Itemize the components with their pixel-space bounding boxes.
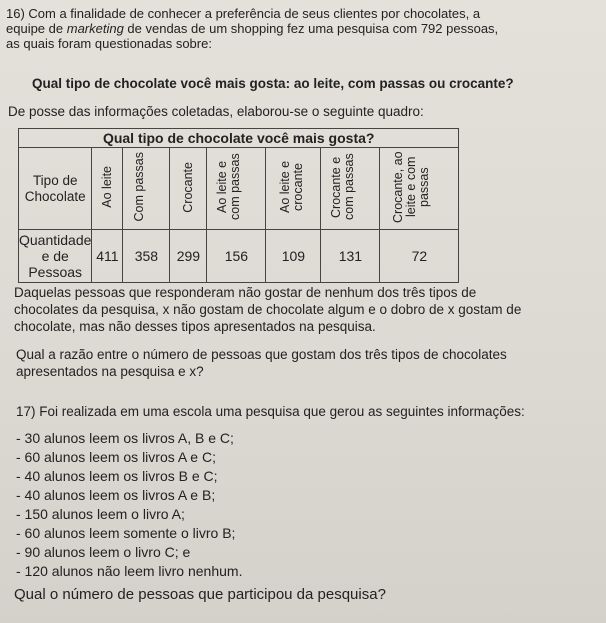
chocolate-survey-table (18, 128, 459, 283)
q16-intro-line-2 (6, 21, 596, 36)
q17-fact-2: - 60 alunos leem os livros A e C; (16, 449, 216, 465)
col-head-leite-crocante (266, 148, 321, 230)
q16-intro-line-1: 16) Com a finalidade de conhecer a preferência de seus clientes por chocolates, a (6, 6, 481, 21)
q16-after-line-2: chocolates da pesquisa, x não gostam de chocolate algum e o dobro de x gostam de (14, 302, 522, 317)
col-label: Com passas (132, 152, 147, 222)
value-cell: 109 (266, 230, 321, 283)
q16-intro-line-2-b: de vendas de um shopping fez uma pesquisa com 792 pessoas, (123, 21, 499, 36)
col-head-crocante (170, 148, 207, 230)
q16-survey-question: Qual tipo de chocolate você mais gosta: ao leite, com passas ou crocante? (32, 76, 514, 91)
col-label: Crocante e com passas (329, 153, 357, 221)
q16-intro-line-2-a: equipe de (6, 21, 67, 36)
col-head-leite-passas (207, 148, 266, 230)
col-label: Ao leite (99, 166, 114, 208)
col-label: Crocante (180, 161, 195, 213)
col-label: Ao leite e com passas (215, 153, 243, 221)
q16-table-intro: De posse das informações coletadas, elaborou-se o seguinte quadro: (8, 104, 424, 119)
q16-ratio-line-2: apresentados na pesquisa e x? (16, 364, 204, 379)
row-head-type: Tipo de Chocolate (19, 148, 92, 230)
row-head-count: Quantidade e de Pessoas (19, 230, 92, 283)
q17-fact-7: - 90 alunos leem o livro C; e (16, 544, 191, 560)
q16-after-line-3: chocolate, mas não desses tipos apresentados na pesquisa. (14, 319, 376, 334)
q16-intro-line-3: as quais foram questionadas sobre: (6, 36, 212, 51)
table-title: Qual tipo de chocolate você mais gosta? (19, 129, 459, 148)
col-head-todos (380, 148, 459, 230)
value-cell: 72 (380, 230, 459, 283)
q17-fact-8: - 120 alunos não leem livro nenhum. (16, 563, 243, 579)
q16-intro (6, 6, 596, 51)
value-cell: 411 (92, 230, 123, 283)
value-cell: 156 (207, 230, 266, 283)
q17-final-question: Qual o número de pessoas que participou da pesquisa? (14, 586, 386, 603)
q16-followup-text (14, 284, 521, 335)
q17-fact-6: - 60 alunos leem somente o livro B; (16, 525, 236, 541)
q17-fact-4: - 40 alunos leem os livros A e B; (16, 487, 216, 503)
q16-intro-marketing: marketing (66, 21, 124, 36)
q17-fact-5: - 150 alunos leem o livro A; (16, 506, 185, 522)
q16-after-line-1: Daquelas pessoas que responderam não gostar de nenhum dos três tipos de (14, 285, 477, 300)
value-cell: 358 (123, 230, 170, 283)
value-cell: 131 (321, 230, 380, 283)
col-head-com-passas (123, 148, 170, 230)
col-head-crocante-passas (321, 148, 380, 230)
q16-ratio-question (16, 346, 507, 380)
col-label: Ao leite e crocante (278, 160, 306, 214)
col-head-ao-leite (92, 148, 123, 230)
q17-fact-1: - 30 alunos leem os livros A, B e C; (16, 430, 234, 446)
q17-fact-3: - 40 alunos leem os livros B e C; (16, 468, 218, 484)
value-cell: 299 (170, 230, 207, 283)
col-label: Crocante, ao leite e com passas (391, 151, 432, 223)
q17-intro: 17) Foi realizada em uma escola uma pesquisa que gerou as seguintes informações: (16, 404, 525, 419)
q16-ratio-line-1: Qual a razão entre o número de pessoas que gostam dos três tipos de chocolates (16, 347, 507, 362)
